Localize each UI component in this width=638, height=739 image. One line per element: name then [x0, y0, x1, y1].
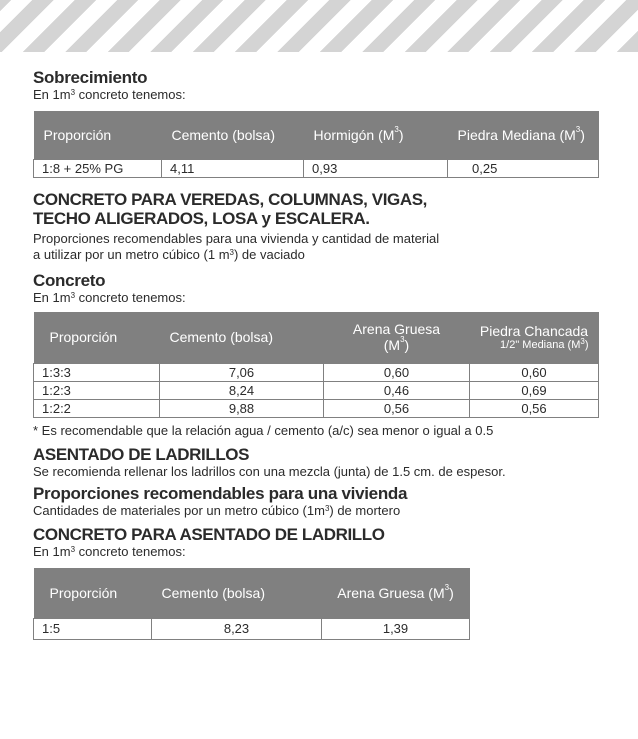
cell-piedra: 0,60: [470, 364, 599, 382]
col-proporcion: Proporción: [34, 111, 162, 159]
cell-piedra: 0,69: [470, 382, 599, 400]
cell-proporcion: 1:5: [34, 618, 152, 639]
table-header-row: [34, 568, 470, 618]
col-cemento: Cemento (bolsa): [160, 312, 324, 364]
cell-arena: 0,60: [324, 364, 470, 382]
concreto-table: [33, 312, 599, 419]
table-row: [34, 364, 599, 382]
col-piedra-chancada: Piedra Chancada 1/2" Mediana $(M^3)$: [470, 312, 599, 364]
veredas-title-line1: CONCRETO PARA VEREDAS, COLUMNAS, VIGAS,: [33, 189, 428, 209]
document-content: [33, 68, 613, 640]
ladrillo-table: [33, 568, 470, 640]
striped-header-band: [0, 0, 638, 52]
cell-proporcion: 1:8 + 25% PG: [34, 159, 162, 177]
cell-cemento: 9,88: [160, 400, 324, 418]
col-arena-gruesa: Arena Gruesa $(M^3)$: [324, 312, 470, 364]
cell-proporcion: 1:3:3: [34, 364, 160, 382]
concreto-note: * Es recomendable que la relación agua / cemento (a/c) sea menor o igual a 0.5: [33, 423, 494, 438]
cell-cemento: 4,11: [162, 159, 304, 177]
table-row: [34, 382, 599, 400]
table-row: [34, 400, 599, 418]
asentado-title: ASENTADO DE LADRILLOS: [33, 445, 250, 464]
cell-piedra: 0,25: [448, 159, 599, 177]
proporciones-title: Proporciones recomendables para una vivienda: [33, 484, 408, 503]
col-cemento: Cemento (bolsa): [162, 111, 304, 159]
concreto-title: Concreto: [33, 270, 106, 290]
sobrecimiento-subtitle: En $1m^3$ concreto tenemos:: [33, 87, 186, 102]
cell-cemento: 8,24: [160, 382, 324, 400]
cell-proporcion: 1:2:3: [34, 382, 160, 400]
ladrillo-title: CONCRETO PARA ASENTADO DE LADRILLO: [33, 525, 385, 544]
table-header-row: [34, 111, 599, 159]
sobrecimiento-table: [33, 111, 599, 178]
cell-arena: 1,39: [322, 618, 470, 639]
col-arena-gruesa: Arena Gruesa $(M^3)$: [322, 568, 470, 618]
cell-piedra: 0,56: [470, 400, 599, 418]
cell-proporcion: 1:2:2: [34, 400, 160, 418]
cell-hormigon: 0,93: [304, 159, 448, 177]
veredas-description-2: a utilizar por un metro cúbico (1 $m^3$) de vaciado: [33, 246, 305, 262]
asentado-description: Se recomienda rellenar los ladrillos con una mezcla (junta) de 1.5 cm. de espesor.: [33, 464, 506, 479]
ladrillo-subtitle: En $1m^3$ concreto tenemos:: [33, 544, 186, 559]
table-header-row: [34, 312, 599, 364]
veredas-title-line2: TECHO ALIGERADOS, LOSA y ESCALERA.: [33, 208, 370, 228]
col-proporcion: Proporción: [34, 312, 160, 364]
concreto-subtitle: En $1m^3$ concreto tenemos:: [33, 289, 186, 305]
table-row: [34, 618, 470, 639]
sobrecimiento-title: Sobrecimiento: [33, 68, 148, 87]
col-piedra-mediana: Piedra Mediana $(M^3)$: [448, 111, 599, 159]
col-proporcion: Proporción: [34, 568, 152, 618]
cell-arena: 0,56: [324, 400, 470, 418]
proporciones-description: Cantidades de materiales por un metro cúbico $(1m^3)$ de mortero: [33, 503, 401, 518]
table-row: [34, 159, 599, 177]
col-cemento: Cemento (bolsa): [152, 568, 322, 618]
cell-arena: 0,46: [324, 382, 470, 400]
cell-cemento: 7,06: [160, 364, 324, 382]
col-hormigon: Hormigón $(M^3)$: [304, 111, 448, 159]
veredas-description-1: Proporciones recomendables para una vivienda y cantidad de material: [33, 230, 440, 246]
cell-cemento: 8,23: [152, 618, 322, 639]
